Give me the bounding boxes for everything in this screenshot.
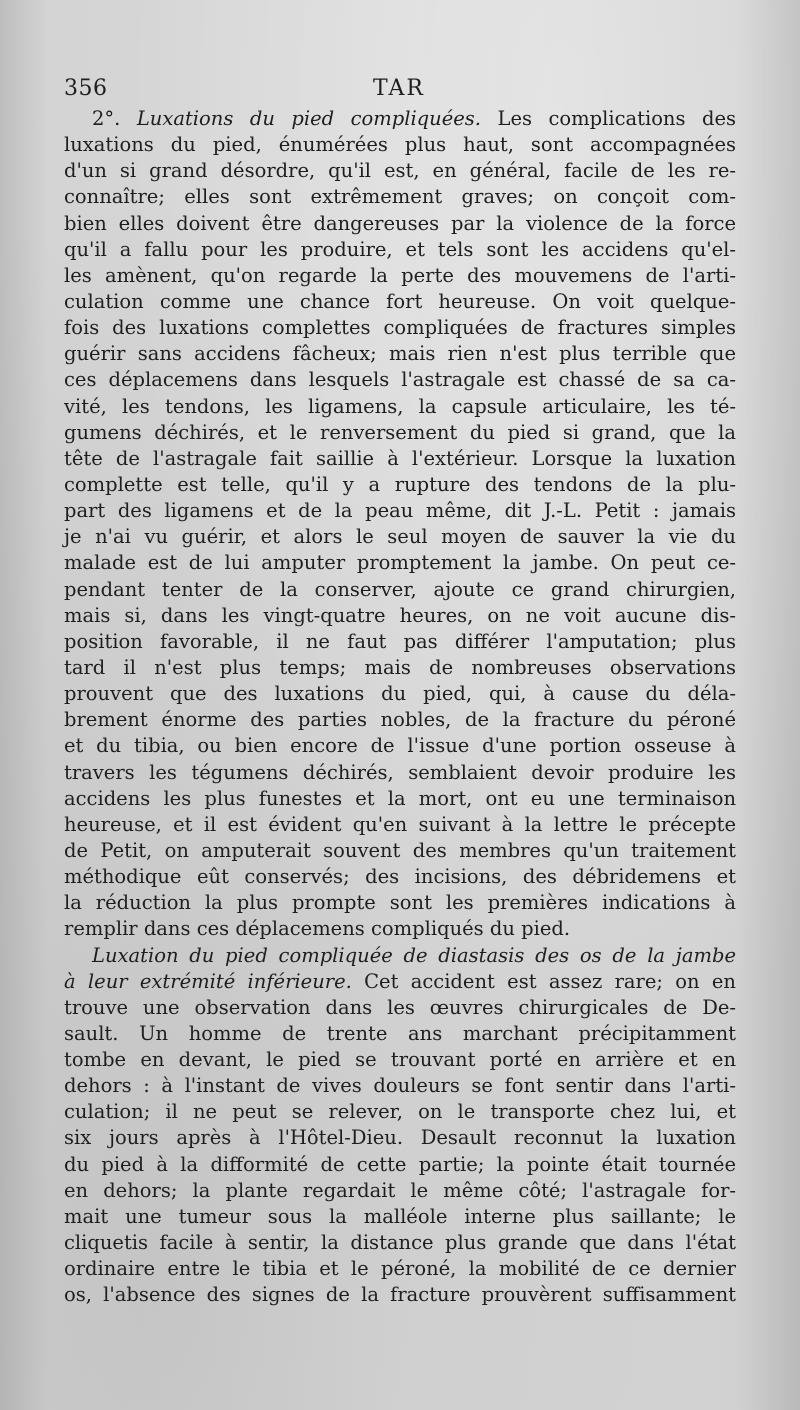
text-line: heureuse, et il est évident qu'en suivant à la lettre le précepte: [64, 812, 736, 836]
running-head: TAR: [373, 76, 425, 101]
text-line: et du tibia, ou bien encore de l'issue d'une portion osseuse à: [64, 734, 736, 758]
text-line: prouvent que des luxations du pied, qui, à cause du déla-: [64, 682, 736, 706]
text-line: accidens les plus funestes et la mort, ont eu une terminaison: [64, 786, 736, 810]
text-line: six jours après à l'Hôtel-Dieu. Desault reconnut la luxation: [64, 1126, 736, 1150]
text-line: connaître; elles sont extrêmement graves; on conçoit com-: [64, 185, 736, 209]
text-line: tombe en devant, le pied se trouvant porté en arrière et en: [64, 1048, 736, 1072]
text-line: luxations du pied, énumérées plus haut, sont accompagnées: [64, 133, 736, 157]
text-line: trouve une observation dans les œuvres chirurgicales de De-: [64, 995, 736, 1019]
text-line: méthodique eût conservés; des incisions, des débridemens et: [64, 865, 736, 889]
text-line: cliquetis facile à sentir, la distance plus grande que dans l'état: [64, 1231, 736, 1255]
section-heading-line: Luxation du pied compliquée de diastasis des os de la jambe: [92, 943, 736, 967]
text-line: du pied à la difformité de cette partie; la pointe était tournée: [64, 1152, 736, 1176]
text-line: la réduction la plus prompte sont les premières indications à: [64, 891, 736, 915]
text-line: tard il n'est plus temps; mais de nombreuses observations: [64, 655, 736, 679]
page-header: [64, 76, 734, 104]
text-line: brement énorme des parties nobles, de la fracture du péroné: [64, 708, 736, 732]
text-line: les amènent, qu'on regarde la perte des mouvemens de l'arti-: [64, 263, 736, 287]
text-line: de Petit, on amputerait souvent des membres qu'un traitement: [64, 838, 736, 862]
text-line: dehors : à l'instant de vives douleurs se font sentir dans l'arti-: [64, 1074, 736, 1098]
text-line: position favorable, il ne faut pas différer l'amputation; plus: [64, 629, 736, 653]
text-line: sault. Un homme de trente ans marchant précipitamment: [64, 1021, 736, 1045]
text-line: fois des luxations complettes compliquées de fractures simples: [64, 316, 736, 340]
text-line: 2°. Luxations du pied compliquées. Les complications des: [92, 107, 737, 130]
text-line: pendant tenter de la conserver, ajoute ce grand chirurgien,: [64, 577, 736, 601]
text-line: complette est telle, qu'il y a rupture des tendons de la plu-: [64, 472, 736, 496]
text-line: remplir dans ces déplacemens compliqués du pied.: [64, 917, 571, 941]
text-line: part des ligamens et de la peau même, dit J.-L. Petit : jamais: [64, 499, 736, 523]
text-line: mais si, dans les vingt-quatre heures, on ne voit aucune dis-: [64, 603, 736, 627]
text-line: bien elles doivent être dangereuses par la violence de la force: [64, 211, 736, 235]
text-line: mait une tumeur sous la malléole interne plus saillante; le: [64, 1204, 736, 1228]
text-line: qu'il a fallu pour les produire, et tels sont les accidens qu'el-: [64, 237, 736, 261]
text-line: culation comme une chance fort heureuse. On voit quelque-: [64, 289, 736, 313]
text-line: culation; il ne peut se relever, on le transporte chez lui, et: [64, 1100, 736, 1124]
text-line: tête de l'astragale fait saillie à l'extérieur. Lorsque la luxation: [64, 446, 736, 470]
text-line: gumens déchirés, et le renversement du pied si grand, que la: [64, 420, 736, 444]
text-line: ces déplacemens dans lesquels l'astragale est chassé de sa ca-: [64, 368, 736, 392]
text-line: travers les tégumens déchirés, semblaient devoir produire les: [64, 760, 736, 784]
text-line: ordinaire entre le tibia et le péroné, la mobilité de ce dernier: [64, 1257, 736, 1281]
text-line: malade est de lui amputer promptement la jambe. On peut ce-: [64, 551, 736, 575]
body-text: [64, 106, 736, 1308]
text-line: à leur extrémité inférieure. Cet accident est assez rare; on en: [64, 969, 736, 993]
text-line: vité, les tendons, les ligamens, la capsule articulaire, les té-: [64, 394, 736, 418]
text-line: guérir sans accidens fâcheux; mais rien n'est plus terrible que: [64, 342, 736, 366]
text-line: d'un si grand désordre, qu'il est, en général, facile de les re-: [64, 159, 736, 183]
page-number: 356: [64, 76, 108, 101]
text-line: en dehors; la plante regardait le même côté; l'astragale for-: [64, 1178, 736, 1202]
text-line: je n'ai vu guérir, et alors le seul moyen de sauver la vie du: [64, 525, 736, 549]
text-line: os, l'absence des signes de la fracture prouvèrent suffisamment: [64, 1283, 736, 1307]
